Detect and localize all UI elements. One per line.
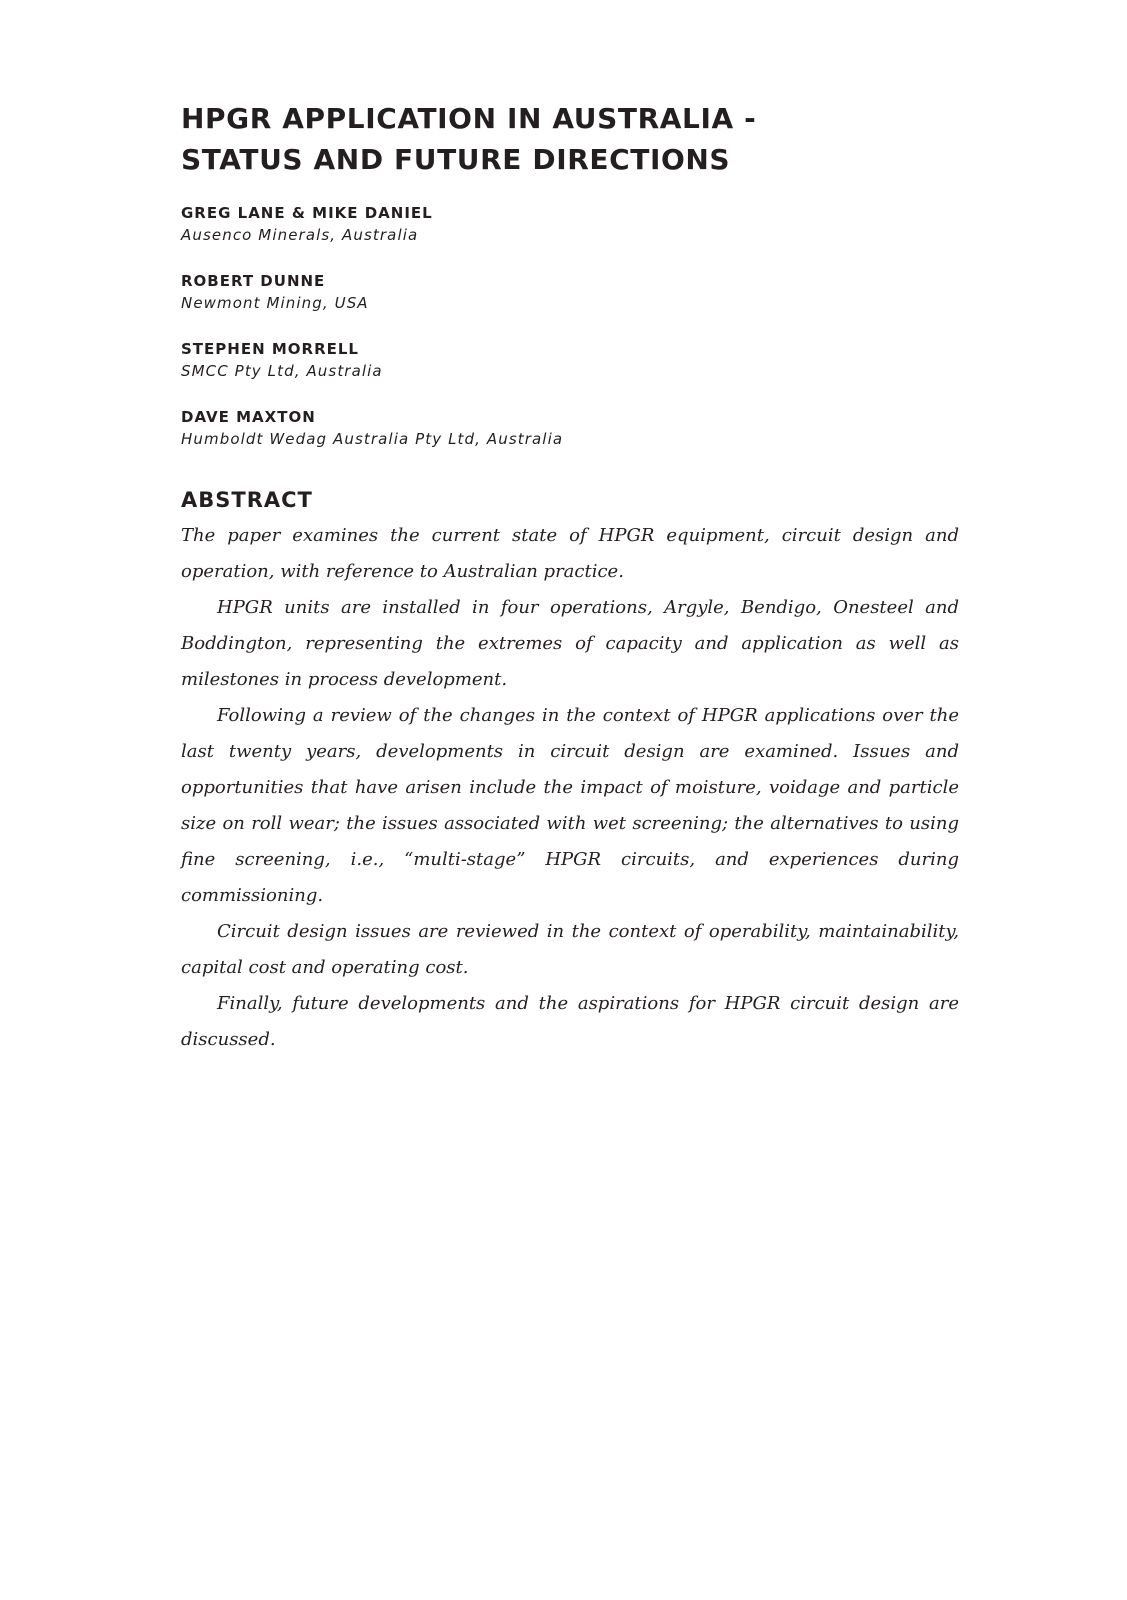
abstract-paragraph: HPGR units are installed in four operations, Argyle, Bendigo, Onesteel and Boddington, representing the extremes of capacity and application as well as milestones in process development. (181, 597, 959, 690)
author-name: ROBERT DUNNE (181, 272, 326, 290)
abstract-paragraph: Finally, future developments and the aspirations for HPGR circuit design are discussed. (181, 993, 959, 1050)
author-block (181, 338, 959, 382)
author-block (181, 406, 959, 450)
paper-title (181, 98, 959, 180)
author-affiliation: Humboldt Wedag Australia Pty Ltd, Australia (181, 430, 564, 448)
title-line-2: STATUS AND FUTURE DIRECTIONS (181, 143, 731, 176)
abstract-paragraph: The paper examines the current state of HPGR equipment, circuit design and operation, with reference to Australian practice. (181, 525, 959, 582)
abstract-paragraph: Following a review of the changes in the context of HPGR applications over the last twenty years, developments in circuit design are examined. Issues and opportunities that have arisen include the impact of moisture, voidage and particle size on roll wear; the issues associated with wet screening; the alternatives to using fine screening, i.e., “multi-stage” HPGR circuits, and experiences during commissioning. (181, 705, 959, 906)
author-list (181, 202, 959, 450)
author-affiliation: Ausenco Minerals, Australia (181, 226, 419, 244)
abstract-paragraph: Circuit design issues are reviewed in the context of operability, maintainability, capital cost and operating cost. (181, 921, 959, 978)
author-name: DAVE MAXTON (181, 408, 316, 426)
paper-page (181, 98, 959, 1058)
abstract-heading: ABSTRACT (181, 488, 313, 512)
author-name: GREG LANE & MIKE DANIEL (181, 204, 433, 222)
author-block (181, 270, 959, 314)
author-name: STEPHEN MORRELL (181, 340, 359, 358)
abstract-body (181, 518, 959, 1058)
author-affiliation: SMCC Pty Ltd, Australia (181, 362, 383, 380)
author-block (181, 202, 959, 246)
title-line-1: HPGR APPLICATION IN AUSTRALIA - (181, 102, 757, 135)
author-affiliation: Newmont Mining, USA (181, 294, 369, 312)
